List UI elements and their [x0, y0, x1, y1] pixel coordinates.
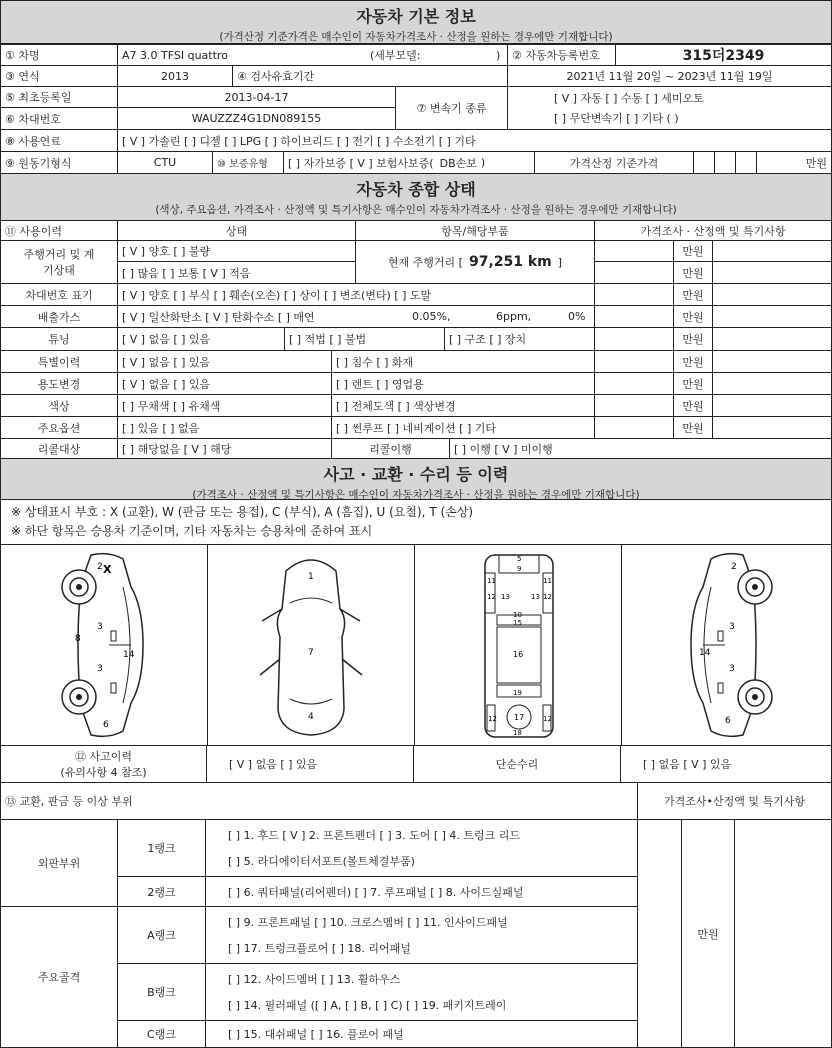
- remark-field[interactable]: [712, 416, 832, 439]
- engine-type[interactable]: CTU: [117, 151, 213, 174]
- label-rank-c: C랭크: [117, 1020, 206, 1048]
- label-tuning: 튜닝: [0, 327, 118, 351]
- rank-1-line-1: [ ] 1. 후드 [ V ] 2. 프론트펜더 [ ] 3. 도어 [ ] 4. 트렁크 리드: [228, 829, 521, 842]
- vin-mark-options[interactable]: [ V ] 양호 [ ] 부식 [ ] 훼손(오손) [ ] 상이 [ ] 변조(변타) [ ] 도말: [117, 283, 595, 306]
- car-name-value: A7 3.0 TFSI quattro: [122, 48, 228, 62]
- section-title: 자동차 기본 정보: [356, 7, 476, 26]
- special-type[interactable]: [ ] 침수 [ ] 화재: [331, 350, 595, 373]
- mark-label: 11: [487, 577, 496, 585]
- label-outer-panels: 외판부위: [0, 819, 118, 907]
- rank-b-line-1: [ ] 12. 사이드멤버 [ ] 13. 휠하우스: [228, 973, 401, 986]
- mark-label: 12: [488, 715, 497, 723]
- car-top-view-diagram: [256, 549, 366, 739]
- mark-label: 12: [487, 593, 496, 601]
- rank-1-line-2: [ ] 5. 라디에이터서포트(볼트체결부품): [228, 855, 415, 868]
- label-recall-history: 리콜이행: [331, 438, 450, 459]
- price-unit: 만원: [673, 416, 713, 439]
- price-field[interactable]: [594, 283, 674, 306]
- price-field[interactable]: [594, 261, 674, 284]
- mark-label: 7: [308, 648, 314, 658]
- rank-2-items[interactable]: [ ] 6. 쿼터패널(리어펜더) [ ] 7. 루프패널 [ ] 8. 사이드실패널: [205, 876, 638, 907]
- legend-notes: [0, 499, 832, 545]
- price-field[interactable]: [594, 416, 674, 439]
- section-subtitle: (가격조사 · 산정액 및 특기사항은 매수인이 자동차가격조사 · 산정을 원하는 경우에만 기재합니다): [192, 489, 640, 501]
- label-color: 색상: [0, 394, 118, 417]
- price-field[interactable]: [594, 350, 674, 373]
- price-field[interactable]: [594, 305, 674, 328]
- car-name-field[interactable]: [117, 44, 508, 66]
- emission-choice: [ V ] 일산화탄소 [ V ] 탄화수소 [ ] 매연: [122, 310, 315, 324]
- base-price-digit-2[interactable]: [714, 151, 736, 174]
- accident-label: ⑫ 사고이력: [74, 750, 132, 763]
- recall-status[interactable]: [ ] 이행 [ V ] 미이행: [449, 438, 832, 459]
- mark-label: 12: [543, 715, 552, 723]
- section-subtitle: (색상, 주요옵션, 가격조사 · 산정액 및 특기사항은 매수인이 자동차가격조사 · 산정을 원하는 경우에만 기재합니다): [155, 204, 677, 216]
- label-accident-history: [0, 745, 207, 783]
- mileage-amount[interactable]: [ ] 많음 [ ] 보통 [ V ] 적음: [117, 261, 356, 284]
- mark-label: 14: [699, 648, 711, 658]
- price-field[interactable]: [594, 327, 674, 351]
- label-first-reg: ⑤ 최초등록일: [0, 86, 118, 108]
- rank-a-items[interactable]: [205, 906, 638, 964]
- label-vin: ⑥ 차대번호: [0, 107, 118, 130]
- recall-target[interactable]: [ ] 해당없음 [ V ] 해당: [117, 438, 332, 459]
- label-base-price: 가격산정 기준가격: [534, 151, 694, 174]
- remark-field[interactable]: [712, 372, 832, 395]
- remark-field[interactable]: [712, 261, 832, 284]
- mark-label: 10: [513, 611, 522, 619]
- mark-label: 2: [97, 562, 103, 572]
- current-mileage-close: ]: [557, 255, 563, 269]
- reg-no-value[interactable]: 315더2349: [615, 44, 832, 66]
- transmission-options[interactable]: [507, 86, 832, 130]
- label-simple-repair: 단순수리: [413, 745, 621, 783]
- label-main-options: 주요옵션: [0, 416, 118, 439]
- mark-label: 12: [543, 593, 552, 601]
- remark-field[interactable]: [712, 305, 832, 328]
- emission-options[interactable]: [117, 305, 595, 328]
- mark-label: 13: [531, 593, 540, 601]
- price-unit: 만원: [673, 350, 713, 373]
- label-usage-change: 용도변경: [0, 372, 118, 395]
- car-right-side-diagram: [673, 547, 783, 743]
- tuning-presence[interactable]: [ V ] 없음 [ ] 있음: [117, 327, 285, 351]
- mark-label: 14: [123, 650, 135, 660]
- price-unit: 만원: [673, 394, 713, 417]
- section-header-accident-history: [0, 458, 832, 500]
- remark-field[interactable]: [712, 327, 832, 351]
- base-price-digit-1[interactable]: [693, 151, 715, 174]
- head-usage-history: ⑪ 사용이력: [0, 220, 118, 241]
- price-unit: 만원: [673, 283, 713, 306]
- mark-label: 6: [725, 716, 731, 726]
- label-year: ③ 연식: [0, 65, 118, 87]
- label-engine: ⑨ 원동기형식: [0, 151, 118, 174]
- mark-label: 16: [513, 650, 524, 659]
- note-symbols: ※ 상태표시 부호 : X (교환), W (판금 또는 용접), C (부식), A (흠집), U (요철), T (손상): [11, 505, 474, 519]
- price-unit: 만원: [673, 305, 713, 328]
- label-abnormal-parts: ⑬ 교환, 판금 등 이상 부위: [0, 782, 638, 820]
- inspection-period[interactable]: 2021년 11월 20일 ~ 2023년 11월 19일: [507, 65, 832, 87]
- label-rank-a: A랭크: [117, 906, 206, 964]
- parts-remark-field[interactable]: [734, 819, 832, 1048]
- first-reg-value[interactable]: 2013-04-17: [117, 86, 396, 108]
- mark-label: 3: [729, 622, 735, 632]
- vin-value[interactable]: WAUZZZ4G1DN089155: [117, 107, 396, 130]
- mark-label: 3: [97, 664, 103, 674]
- label-main-frame: 주요골격: [0, 906, 118, 1048]
- rank-b-line-2: [ ] 14. 필러패널 ([ ] A, [ ] B, [ ] C) [ ] 19. 패키지트레이: [228, 999, 507, 1012]
- mark-label: X: [103, 563, 112, 576]
- label-car-name: ① 차명: [0, 44, 118, 66]
- price-field[interactable]: [594, 394, 674, 417]
- price-field[interactable]: [594, 240, 674, 262]
- warranty-options[interactable]: [283, 151, 535, 174]
- tuning-legality[interactable]: [ ] 적법 [ ] 불법: [284, 327, 445, 351]
- mark-label: 13: [501, 593, 510, 601]
- mark-label: 11: [543, 577, 552, 585]
- rank-1-items[interactable]: [205, 819, 638, 877]
- label-emission: 배출가스: [0, 305, 118, 328]
- rank-c-items[interactable]: [ ] 15. 대쉬패널 [ ] 16. 플로어 패널: [205, 1020, 638, 1048]
- base-price-digit-3[interactable]: [735, 151, 757, 174]
- rank-b-items[interactable]: [205, 963, 638, 1021]
- label-transmission: ⑦ 변속기 종류: [395, 86, 508, 130]
- car-frame-diagram: [479, 549, 559, 743]
- mileage-condition[interactable]: [ V ] 양호 [ ] 불량: [117, 240, 356, 262]
- car-diagram-panel: [0, 544, 832, 746]
- label-warranty: ⑩ 보증유형: [212, 151, 284, 174]
- mark-label: 15: [513, 619, 522, 627]
- detail-model-close: ): [496, 48, 501, 62]
- label-recall: 리콜대상: [0, 438, 118, 459]
- mark-label: 17: [514, 713, 525, 722]
- price-unit: 만원: [673, 327, 713, 351]
- parts-price-field[interactable]: [637, 819, 682, 1048]
- label-mileage: 주행거리 및 계기상태: [0, 240, 118, 284]
- mark-label: 9: [517, 565, 522, 573]
- year-value[interactable]: 2013: [117, 65, 233, 87]
- mark-label: 3: [729, 664, 735, 674]
- label-inspection: ④ 검사유효기간: [232, 65, 508, 87]
- price-unit: 만원: [673, 372, 713, 395]
- tuning-type[interactable]: [ ] 구조 [ ] 장치: [444, 327, 595, 351]
- label-rank-2: 2랭크: [117, 876, 206, 907]
- mark-label: 8: [75, 634, 81, 644]
- remark-field[interactable]: [712, 394, 832, 417]
- simple-repair-options[interactable]: [ ] 없음 [ V ] 있음: [620, 745, 832, 783]
- mark-label: 18: [513, 729, 522, 737]
- section-title: 사고 · 교환 · 수리 등 이력: [323, 465, 509, 484]
- head-state: 상태: [117, 220, 356, 241]
- divider: [207, 545, 208, 745]
- label-special-history: 특별이력: [0, 350, 118, 373]
- options-type[interactable]: [ ] 썬루프 [ ] 네비게이션 [ ] 기타: [331, 416, 595, 439]
- fuel-options[interactable]: [ V ] 가솔린 [ ] 디젤 [ ] LPG [ ] 하이브리드 [ ] 전기 [ ] 수소전기 [ ] 기타: [117, 129, 832, 152]
- current-mileage-value: 97,251 km: [468, 254, 552, 270]
- head-price-remarks: 가격조사•산정액 및 특기사항: [637, 782, 832, 820]
- special-presence[interactable]: [ V ] 없음 [ ] 있음: [117, 350, 332, 373]
- base-price-unit: 만원: [756, 151, 832, 174]
- label-vin-mark: 차대번호 표기: [0, 283, 118, 306]
- transmission-line-2: [ ] 무단변속기 [ ] 기타 ( ): [554, 112, 679, 125]
- price-unit: 만원: [673, 240, 713, 262]
- warranty-close: ): [480, 156, 486, 169]
- label-rank-1: 1랭크: [117, 819, 206, 877]
- warranty-insurer: DB손보: [439, 156, 477, 170]
- remark-field[interactable]: [712, 283, 832, 306]
- emission-co: 0.05%,: [412, 310, 451, 323]
- mark-label: 4: [308, 712, 314, 722]
- label-reg-no: ② 자동차등록번호: [507, 44, 616, 66]
- current-mileage[interactable]: [355, 240, 595, 284]
- label-fuel: ⑧ 사용연료: [0, 129, 118, 152]
- warranty-choice: [ ] 자가보증 [ V ] 보험사보증(: [288, 156, 434, 170]
- note-vehicle-basis: ※ 하단 항목은 승용차 기준이며, 기타 자동차는 승용차에 준하여 표시: [11, 524, 373, 538]
- section-header-overall-status: [0, 173, 832, 221]
- mark-label: 3: [97, 622, 103, 632]
- emission-hc: 6ppm,: [496, 310, 532, 323]
- section-title: 자동차 종합 상태: [356, 180, 476, 199]
- car-left-side-diagram: [51, 547, 161, 743]
- color-type[interactable]: [ ] 무채색 [ ] 유채색: [117, 394, 332, 417]
- rank-a-line-1: [ ] 9. 프론트패널 [ ] 10. 크로스멤버 [ ] 11. 인사이드패널: [228, 916, 508, 929]
- price-field[interactable]: [594, 372, 674, 395]
- mark-label: 19: [513, 689, 522, 697]
- current-mileage-label: 현재 주행거리 [: [387, 256, 463, 269]
- remark-field[interactable]: [712, 350, 832, 373]
- accident-label-note: (유의사항 4 참조): [60, 766, 147, 779]
- parts-price-unit: 만원: [681, 819, 735, 1048]
- mark-label: 2: [731, 562, 737, 572]
- mark-label: 1: [308, 572, 314, 582]
- transmission-line-1: [ V ] 자동 [ ] 수동 [ ] 세미오토: [554, 92, 704, 105]
- emission-smoke: 0%: [568, 310, 586, 323]
- mark-label: 5: [517, 555, 522, 563]
- label-rank-b: B랭크: [117, 963, 206, 1021]
- color-change[interactable]: [ ] 전체도색 [ ] 색상변경: [331, 394, 595, 417]
- divider: [414, 545, 415, 745]
- remark-field[interactable]: [712, 240, 832, 262]
- rank-a-line-2: [ ] 17. 트렁크플로어 [ ] 18. 리어패널: [228, 942, 411, 955]
- divider: [621, 545, 622, 745]
- accident-options[interactable]: [ V ] 없음 [ ] 있음: [206, 745, 414, 783]
- head-item: 항목/해당부품: [355, 220, 595, 241]
- mark-label: 6: [103, 720, 109, 730]
- usage-presence[interactable]: [ V ] 없음 [ ] 있음: [117, 372, 332, 395]
- section-header-basic-info: [0, 0, 832, 44]
- section-subtitle: (가격산정 기준가격은 매수인이 자동차가격조사 · 산정을 원하는 경우에만 기재합니다): [219, 31, 613, 43]
- usage-type[interactable]: [ ] 렌트 [ ] 영업용: [331, 372, 595, 395]
- options-presence[interactable]: [ ] 있음 [ ] 없음: [117, 416, 332, 439]
- head-price: 가격조사 · 산정액 및 특기사항: [594, 220, 832, 241]
- detail-model-label: (세부모델:: [370, 49, 421, 62]
- price-unit: 만원: [673, 261, 713, 284]
